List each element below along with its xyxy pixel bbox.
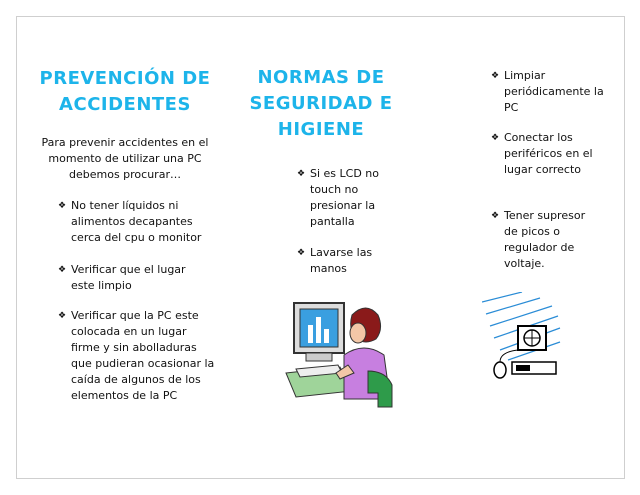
woman-computer-illustration [282, 295, 402, 413]
bullet-text: Lavarse las manos [310, 246, 373, 275]
list-item [297, 245, 373, 277]
list-item [491, 130, 593, 178]
list-item [58, 308, 215, 404]
bullet-text: Verificar que el lugar este limpio [71, 263, 186, 292]
bullet-text: Tener supresor de picos o regulador de voltaje. [504, 209, 586, 270]
bullet-text: Limpiar periódicamente la PC [504, 69, 604, 114]
bullet-icon: ❖ [58, 201, 67, 211]
bullet-icon: ❖ [297, 169, 306, 179]
bullet-icon: ❖ [491, 211, 500, 221]
bullet-icon: ❖ [58, 311, 67, 321]
title-prevencion: PREVENCIÓN DE ACCIDENTES [39, 68, 211, 115]
bullet-text: No tener líquidos ni alimentos decapantes cerca del cpu o monitor [71, 199, 202, 244]
list-item [297, 166, 380, 230]
intro-text: Para prevenir accidentes en el momento de utilizar una PC debemos procurar… [41, 136, 209, 181]
bullet-icon: ❖ [58, 265, 67, 275]
list-item [491, 208, 586, 272]
bullet-text: Verificar que la PC este colocada en un lugar firme y sin abolladuras que pudieran ocasionar la caída de algunos de los elementos de la PC [71, 309, 215, 402]
bullet-text: Conectar los periféricos en el lugar correcto [504, 131, 593, 176]
list-item [58, 262, 186, 294]
list-item [58, 198, 202, 246]
computer-icon [482, 292, 564, 382]
bullet-text: Si es LCD no touch no presionar la pantalla [310, 167, 380, 228]
bullet-icon: ❖ [491, 133, 500, 143]
list-item [491, 68, 604, 116]
title-normas: NORMAS DE SEGURIDAD E HIGIENE [249, 67, 393, 140]
bullet-icon: ❖ [297, 248, 306, 258]
bullet-icon: ❖ [491, 71, 500, 81]
